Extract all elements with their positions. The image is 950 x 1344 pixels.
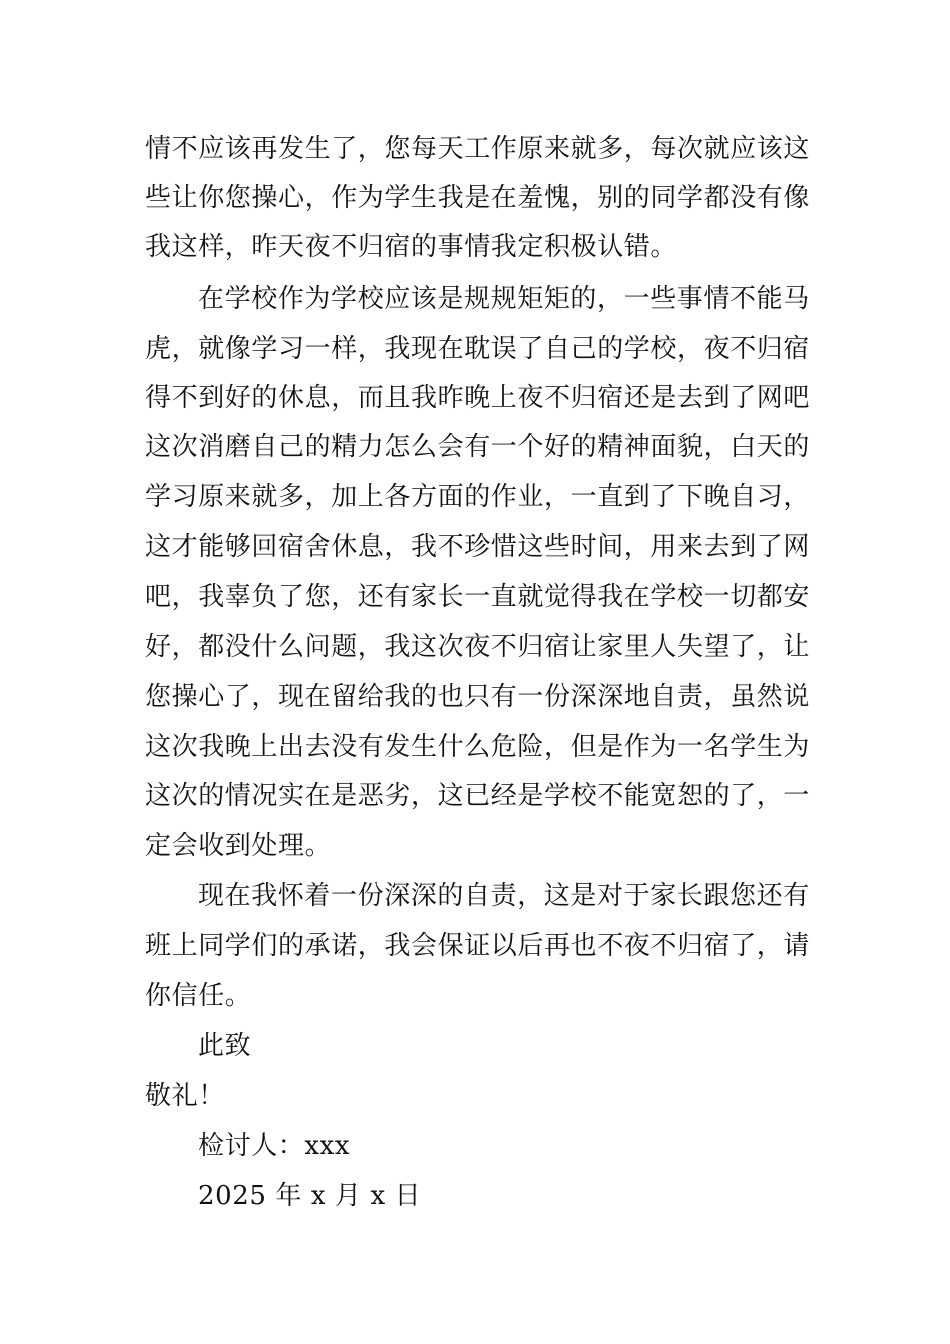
date-line: 2025 年 x 月 x 日 [198,1181,422,1211]
paragraph-line: 您操心了，现在留给我的也只有一份深深地自责，虽然说 [145,682,811,712]
paragraph-line: 虎，就像学习一样，我现在耽误了自己的学校，夜不归宿 [145,334,811,364]
paragraph-line: 学习原来就多，加上各方面的作业，一直到了下晚自习， [145,482,811,512]
paragraph-line: 吧，我辜负了您，还有家长一直就觉得我在学校一切都安 [145,582,811,612]
paragraph-line: 好，都没什么问题，我这次夜不归宿让家里人失望了，让 [145,632,811,662]
paragraph-line: 这次我晚上出去没有发生什么危险，但是作为一名学生为 [145,732,811,762]
paragraph-line: 现在我怀着一份深深的自责，这是对于家长跟您还有 [198,881,810,911]
paragraph-line: 这次的情况实在是恶劣，这已经是学校不能宽恕的了，一 [145,781,811,811]
paragraph-line: 你信任。 [145,981,252,1011]
paragraph-line: 在学校作为学校应该是规规矩矩的，一些事情不能马 [198,284,810,314]
paragraph-line: 定会收到处理。 [145,831,332,861]
paragraph-line: 情不应该再发生了，您每天工作原来就多，每次就应该这 [145,134,811,164]
closing-regards: 敬礼！ [145,1081,225,1111]
paragraph-line: 我这样，昨天夜不归宿的事情我定积极认错。 [145,232,678,262]
paragraph-line: 这次消磨自己的精力怎么会有一个好的精神面貌，白天的 [145,432,811,462]
paragraph-line: 这才能够回宿舍休息，我不珍惜这些时间，用来去到了网 [145,532,811,562]
paragraph-line: 些让你您操心，作为学生我是在羞愧，别的同学都没有像 [145,183,811,213]
paragraph-line: 得不到好的休息，而且我昨晚上夜不归宿还是去到了网吧 [145,383,811,413]
signer-line: 检讨人：xxx [198,1131,351,1161]
paragraph-line: 班上同学们的承诺，我会保证以后再也不夜不归宿了，请 [145,931,811,961]
closing-salutation: 此致 [198,1031,252,1061]
